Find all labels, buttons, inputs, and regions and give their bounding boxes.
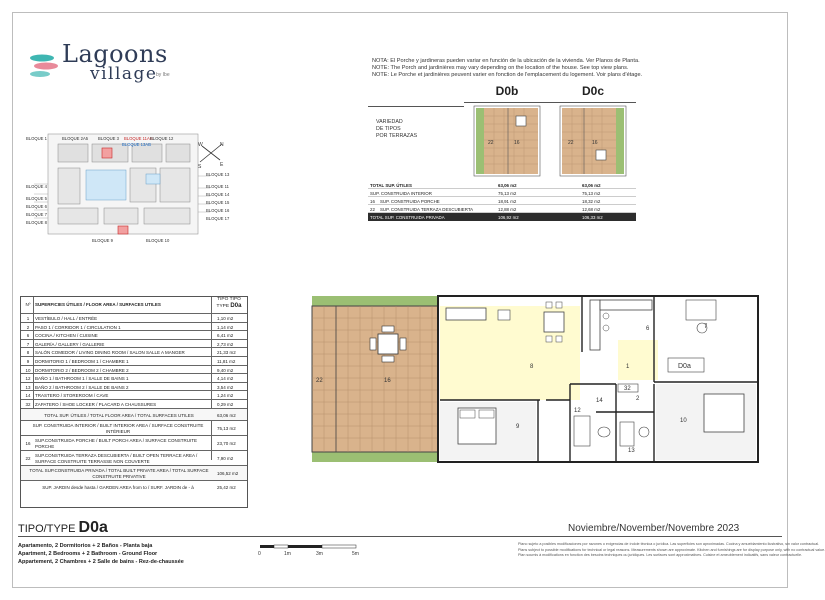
gallery: [686, 300, 716, 320]
entry-hall: [618, 340, 658, 380]
room-number: 2: [636, 396, 640, 402]
total-private-row: TOTAL SUP.CONSTRUIDA PRIVADA / TOTAL BUILT PRIVATE AREA / TOTAL SURFACE CONSTRUITE PRIVATIVE 106,52 m2: [21, 466, 247, 481]
scale-label: 1m: [284, 551, 291, 557]
header-code: D0a: [230, 303, 242, 309]
scale-bar: [256, 543, 396, 557]
variant-d0c: [550, 78, 636, 180]
brand-logo: [28, 40, 178, 90]
terrace-row: 22 SUP.CONSTRUIDA TERRAZA DESCUBIERTA / BUILT OPEN TERRACE AREA / SURFACE CONSTRUITE TERRASSE NON COUVERTE 7,90 m2: [21, 451, 247, 466]
room-number: 13: [628, 448, 635, 454]
shower-icon: [574, 416, 590, 446]
lagoon-logo-icon: [28, 46, 60, 82]
room-number: 1: [626, 364, 630, 370]
room-number: 16: [384, 378, 391, 384]
svg-text:W: W: [198, 142, 203, 148]
footer-divider: [18, 536, 782, 537]
sofa-icon: [446, 308, 486, 320]
svg-text:22: 22: [488, 140, 494, 146]
sitemap-label: BLOQUE 4: [26, 184, 47, 189]
variant-row-total: TOTAL SUP. CONSTRUIDA PRIVADA 106,92 m2 106,33 m2: [368, 213, 636, 221]
sitemap-label: BLOQUE 15: [206, 200, 230, 205]
surface-row: 2 PASO 1 / CORRIDOR 1 / CIRCULATION 1 1,14 m2: [21, 323, 247, 332]
garden-strip: [312, 452, 438, 462]
logo-word-lagoons: Lagoons: [62, 40, 168, 68]
room-number: 8: [530, 364, 534, 370]
note-en: NOTE: The Porch and jardinières may vary depending on the location of the house. See top view plans.: [372, 65, 629, 71]
built-interior-row: SUP. CONSTRUIDA INTERIOR / BUILT INTERIOR AREA / SURFACE CONSTRUITE INTÉRIEUR 75,13 m2: [21, 421, 247, 436]
surface-row: 7 GALERÍA / GALLERY / GALLERIE 2,73 m2: [21, 340, 247, 349]
surface-row: 8 SALÓN COMEDOR / LIVING DINING ROOM / SALON SALLE A MANGER 21,33 m2: [21, 348, 247, 357]
kitchen-counter: [590, 300, 600, 350]
terrace-table-icon: [378, 334, 398, 354]
floor-plan: [306, 292, 782, 464]
sitemap-label: BLOQUE 11AG: [124, 136, 154, 141]
desc-line-en: Apartment, 2 Bedrooms + 2 Bathroom - Ground Floor: [18, 551, 158, 557]
variant-row: 22 SUP. CONSTRUIDA TERRAZA DESCUBIERTA 12,88 m2 12,68 m2: [368, 205, 636, 213]
variant-title: D0c: [581, 84, 604, 98]
room-number: 7: [704, 324, 708, 330]
note-fr: NOTE: Le Porche et jardinières peuvent varier en fonction de l'emplacement du logement. Voir plans d'étage.: [372, 72, 643, 78]
variants-label-cell: [368, 106, 464, 178]
variants-label-line: VARIEDAD: [376, 119, 403, 125]
garden-strip: [312, 296, 438, 306]
variant-row: 16 SUP. CONSTRUIDA PORCHE 18,91 m2 18,32 m2: [368, 197, 636, 205]
compass-icon: [196, 138, 226, 168]
variant-d0b: [464, 78, 550, 180]
room-number: 10: [680, 418, 687, 424]
room-number: 12: [574, 408, 581, 414]
surface-row: 13 BAÑO 2 / BATHROOM 2 / SALLE DE BAINS 2 3,54 m2: [21, 383, 247, 392]
scale-label: 3m: [316, 551, 323, 557]
bed-2-icon: [704, 394, 744, 432]
variant-plan-d0b: [474, 106, 540, 176]
desc-line-es: Apartamento, 2 Dormitorios + 2 Baños - Planta baja: [18, 543, 153, 549]
sitemap-label: BLOQUE 10: [146, 238, 170, 243]
variant-row: TOTAL SUP. ÚTILES 63,06 m2 63,06 m2: [368, 181, 636, 189]
variant-plan-d0c: [560, 106, 626, 176]
sitemap-label: BLOQUE 6: [26, 204, 47, 209]
sitemap-label: BLOQUE 8: [26, 220, 47, 225]
surface-row: 10 DORMITORIO 2 / BEDROOM 2 / CHAMBRE 2 9,40 m2: [21, 366, 247, 375]
sitemap-label: BLOQUE 13AB: [122, 142, 151, 147]
sitemap-label: BLOQUE 2A5: [62, 136, 89, 141]
scale-label: 5m: [352, 551, 359, 557]
logo-word-village: village: [90, 64, 158, 84]
svg-text:N: N: [220, 142, 224, 148]
unit-tag-label: D0a: [678, 363, 691, 370]
svg-text:16: 16: [592, 140, 598, 146]
disclaimer-fr: Plan soumis à modifications en fonction des besoins techniques ou juridiques. Les surfaces sont approximatives. Cuisine et ameublement indicatifs, sans valeur contractuelle.: [518, 553, 803, 558]
room-number: 14: [596, 398, 603, 404]
unit-description: [18, 542, 184, 566]
room-number: 6: [646, 326, 650, 332]
surface-row: 32 ZAPATERO / SHOE LOCKER / PLACARD A CHAUSSURES 0,29 m2: [21, 400, 247, 409]
porch-notes: [372, 58, 672, 79]
svg-text:16: 16: [514, 140, 520, 146]
svg-text:E: E: [220, 162, 224, 168]
sitemap-label: BLOQUE 13: [206, 172, 230, 177]
disclaimer-es: Plano sujeto a posibles modificaciones por razones o exigencias de índole técnica o jurídica. Las superficies son aproximadas. Cocina y amueblamiento ilustrativo, sin valor contractual.: [518, 542, 820, 546]
logo-tag: by Ibe: [156, 72, 170, 78]
legal-disclaimer: [518, 542, 825, 559]
disclaimer-en: Plans subject to possible modifications for technical or legal reasons. Measurements shown are approximate. Kitchen and furnishings are for display purpose only, with no contractual value.: [518, 547, 825, 552]
room-number: 9: [516, 424, 520, 430]
scale-label: 0: [258, 551, 261, 557]
sitemap-label: BLOQUE 17: [206, 216, 230, 221]
desc-line-fr: Appartement, 2 Chambres + 2 Salle de bains - Rez-de-chaussée: [18, 559, 184, 565]
double-bed-icon: [458, 408, 496, 444]
variant-title: D0b: [495, 84, 519, 98]
sitemap-label: BLOQUE 11: [206, 184, 229, 189]
sitemap-label: BLOQUE 14: [206, 192, 230, 197]
surface-table: [20, 296, 248, 508]
header-type: TIPO TIPO: [217, 297, 241, 302]
porch-row: 16 SUP.CONSTRUIDA PORCHE / BUILT PORCH AREA / SURFACE CONSTRUITE PORCHE 23,70 m2: [21, 436, 247, 451]
type-title: [18, 519, 108, 537]
sitemap-label: BLOQUE 9: [92, 238, 113, 243]
date-label: Noviembre/November/Novembre 2023: [568, 523, 740, 534]
terrace-area: [312, 306, 438, 452]
variants-label-line: POR TERRAZAS: [376, 133, 418, 139]
sitemap-label: BLOQUE 7: [26, 212, 47, 217]
header-type2: TYPE: [216, 304, 230, 309]
surface-table-header: Nº SUPERFICIES ÚTILES / FLOOR AREA / SURFACES UTILES TIPO TIPO TYPE D0a: [21, 297, 247, 314]
surface-row: 14 TRASTERO / STOREROOM / CAVE 1,24 m2: [21, 391, 247, 400]
type-code: D0a: [78, 519, 108, 536]
room-number: 22: [316, 378, 323, 384]
total-useful-row: TOTAL SUP. ÚTILES / TOTAL FLOOR AREA / TOTAL SURFACES UTILES 63,06 m2: [21, 409, 247, 421]
surface-row: 6 COCINA / KITCHEN / CUISINE 6,41 m2: [21, 331, 247, 340]
variants-label-line: DE TIPOS: [376, 126, 401, 132]
variant-row: SUP. CONSTRUIDA INTERIOR 75,13 m2 75,13 m2: [368, 189, 636, 197]
note-es: NOTA: El Porche y jardineras pueden variar en función de la ubicación de la vivienda. Ver Planos de Planta.: [372, 58, 640, 64]
type-prefix: TIPO/TYPE: [18, 523, 76, 535]
dining-table-icon: [544, 312, 564, 332]
svg-text:22: 22: [568, 140, 574, 146]
surface-row: 12 BAÑO 1 / BATHROOM 1 / SALLE DE BAINS 1 4,14 m2: [21, 374, 247, 383]
sitemap-label: BLOQUE 12: [150, 136, 174, 141]
garden-row: SUP. JARDIN desde hasta / GARDEN AREA from to / SURF. JARDIN de - à 25,42 m2: [42, 485, 236, 490]
surface-row: 1 VESTÍBULO / HALL / ENTRÉE 1,10 m2: [21, 314, 247, 323]
surface-row: 9 DORMITORIO 1 / BEDROOM 1 / CHAMBRE 1 11,81 m2: [21, 357, 247, 366]
sitemap-label: BLOQUE 5: [26, 196, 47, 201]
svg-text:S: S: [198, 164, 202, 170]
room-number: 32: [624, 386, 631, 392]
sitemap-label: BLOQUE 1: [26, 136, 47, 141]
toilet-icon: [598, 427, 610, 437]
header-label: SUPERFICIES ÚTILES / FLOOR AREA / SURFACES UTILES: [35, 302, 161, 307]
sitemap-label: BLOQUE 16: [206, 208, 230, 213]
terrace-variants: [368, 78, 636, 230]
sitemap-label: BLOQUE 3: [98, 136, 119, 141]
